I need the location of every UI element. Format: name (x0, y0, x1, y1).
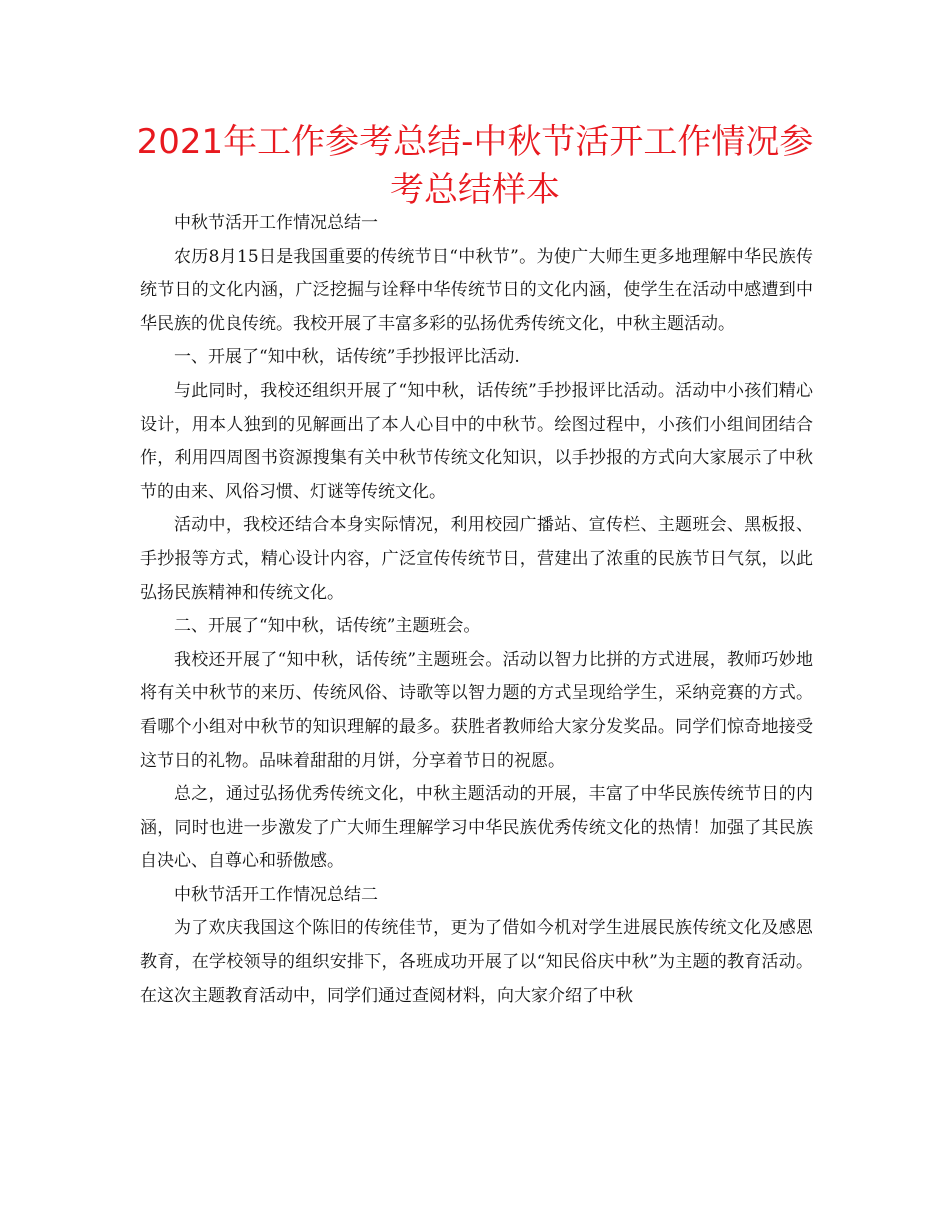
subheading: 二、开展了“知中秋，话传统”主题班会。 (174, 616, 481, 637)
paragraph: 总之，通过弘扬优秀传统文化，中秋主题活动的开展，丰富了中华民族传统节日的内涵，同时也进一步激发了广大师生理解学习中华民族优秀传统文化的热情！加强了其民族自决心、自尊心和骄傲感。 (140, 784, 813, 872)
paragraph: 农历8月15日是我国重要的传统节日“中秋节”。为使广大师生更多地理解中华民族传统节日的文化内涵，广泛挖掘与诠释中华传统节日的文化内涵，使学生在活动中感遭到中华民族的优良传统。我校开展了丰富多彩的弘扬优秀传统文化，中秋主题活动。 (140, 246, 813, 334)
paragraph: 活动中，我校还结合本身实际情况，利用校园广播站、宣传栏、主题班会、黑板报、手抄报等方式，精心设计内容，广泛宣传传统节日，营建出了浓重的民族节日气氛，以此弘扬民族精神和传统文化。 (140, 515, 813, 603)
paragraph: 我校还开展了“知中秋，话传统”主题班会。活动以智力比拼的方式进展，教师巧妙地将有关中秋节的来历、传统风俗、诗歌等以智力题的方式呈现给学生，采纳竞赛的方式。看哪个小组对中秋节的知识理解的最多。获胜者教师给大家分发奖品。同学们惊奇地接受这节日的礼物。品味着甜甜的月饼，分享着节日的祝愿。 (140, 649, 813, 771)
paragraph: 与此同时，我校还组织开展了“知中秋，话传统”手抄报评比活动。活动中小孩们精心设计，用本人独到的见解画出了本人心目中的中秋节。绘图过程中，小孩们小组间团结合作，利用四周图书资源搜集有关中秋节传统文化知识，以手抄报的方式向大家展示了中秋节的由来、风俗习惯、灯谜等传统文化。 (140, 380, 813, 502)
document-title: 2021年工作参考总结-中秋节活开工作情况参考总结样本 (136, 122, 814, 210)
document-body (140, 207, 813, 1013)
section-heading-1: 中秋节活开工作情况总结一 (174, 213, 378, 233)
section-heading-2: 中秋节活开工作情况总结二 (174, 884, 378, 905)
paragraph: 为了欢庆我国这个陈旧的传统佳节，更为了借如今机对学生进展民族传统文化及感恩教育，在学校领导的组织安排下，各班成功开展了以“知民俗庆中秋”为主题的教育活动。在这次主题教育活动中，同学们通过查阅材料，向大家介绍了中秋 (140, 918, 813, 1006)
subheading: 一、开展了“知中秋，话传统”手抄报评比活动. (174, 347, 520, 368)
